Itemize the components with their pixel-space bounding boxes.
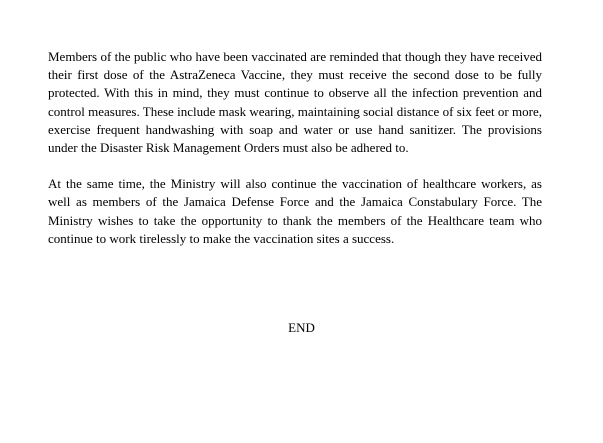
vaccine-reminder-paragraph: Members of the public who have been vaccinated are reminded that though they have received their first dose of the AstraZeneca Vaccine, they must receive the second dose to be fully protected. With this in mind, they must continue to observe all the infection prevention and control measures. These include mask wearing, maintaining social distance of six feet or more, exercise frequent handwashing with soap and water or use hand sanitizer. The provisions under the Disaster Risk Management Orders must also be adhered to. [48, 49, 542, 156]
end-marker: END [288, 320, 315, 335]
ministry-vaccination-paragraph: At the same time, the Ministry will also continue the vaccination of healthcare workers, as well as members of the Jamaica Defense Force and the Jamaica Constabulary Force. The Ministry wishes to take the opportunity to thank the members of the Healthcare team who continue to work tirelessly to make the vaccination sites a success. [48, 176, 542, 246]
document-body [48, 48, 542, 248]
